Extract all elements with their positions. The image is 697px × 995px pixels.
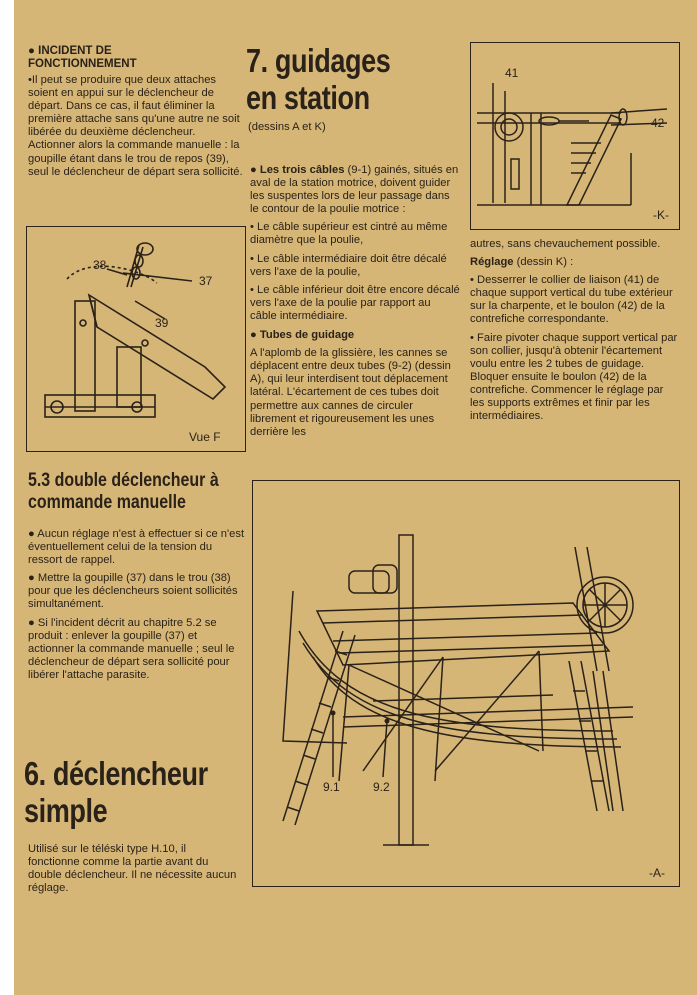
section-5-3-bullets	[28, 528, 246, 687]
section-6-line1: 6. déclencheur	[24, 755, 208, 792]
section-7-subtitle: (dessins A et K)	[248, 121, 326, 133]
cables-text: (9-1) gainés, situés en aval de la station motrice, doivent guider les suspentes lors de leur passage dans le contour de la poulie motrice :	[250, 164, 459, 216]
label-39: 39	[155, 316, 169, 330]
bullet-item: ● Si l'incident décrit au chapitre 5.2 se produit : enlever la goupille (37) et actionner la commande manuelle ; seul le déclencheur de départ sera sollicité pour libérer l'attache parasite.	[28, 616, 235, 681]
figure-f-caption: Vue F	[189, 430, 221, 444]
label-9-2: 9.2	[373, 780, 390, 794]
reglage-item: • Desserrer le collier de liaison (41) de chaque support vertical du tube extérieur sur la charpente, et le boulon (42) de la contrefiche correspondante.	[470, 274, 673, 326]
bullet-item: ● Aucun réglage n'est à effectuer si ce n'est éventuellement celui de la tension du ressort de rappel.	[28, 528, 245, 567]
section-6-title	[24, 755, 254, 829]
section-5-3-line2: commande manuelle	[28, 492, 186, 513]
figure-a	[252, 480, 680, 887]
cables-paragraph: ● Les trois câbles (9-1) gainés, situés en aval de la station motrice, doivent guider les suspentes lors de leur passage dans le contour de la poulie motrice : • Le câble supérieur est cintré au même diamètre que la poulie, • Le câble intermédiaire doit être décalé vers l'axe de la poulie, • Le câble inférieur doit être encore décalé vers l'axe de la poulie par rapport au câble intermédiaire. ● Tubes de guidage A l'aplomb de la glissière, les cannes se déplacent entre deux tubes (9-2) (dessin A), qui leur interdisent tout déplacement latéral. L'écartement de ces tubes doit permettre aux cannes de circuler librement et rigoureusement les unes derrière les	[250, 164, 460, 438]
section-7-line2: en station	[246, 79, 370, 116]
continuation-text: autres, sans chevauchement possible.	[470, 238, 661, 250]
section-5-3-title	[28, 470, 246, 514]
label-42: 42	[651, 116, 665, 130]
bullet-item: ● Mettre la goupille (37) dans le trou (38) pour que les déclencheurs soient sollicités simultanément.	[28, 572, 238, 611]
section-6-line2: simple	[24, 792, 108, 829]
manual-page	[14, 0, 697, 995]
reglage-subtitle: (dessin K) :	[513, 256, 574, 269]
cables-bold: Les trois câbles	[259, 164, 345, 176]
incident-heading: ● INCIDENT DE FONCTIONNEMENT	[28, 45, 243, 71]
cable-item: • Le câble intermédiaire doit être décalé vers l'axe de la poulie,	[250, 252, 447, 278]
figure-a-drawing	[253, 481, 679, 886]
figure-k-caption: -K-	[653, 208, 669, 222]
cable-item: • Le câble inférieur doit être encore décalé vers l'axe de la poulie par rapport au câble intermédiaire.	[250, 283, 460, 322]
cable-item: • Le câble supérieur est cintré au même diamètre que la poulie,	[250, 221, 448, 247]
figure-k	[470, 42, 680, 230]
label-38: 38	[93, 258, 107, 272]
tubes-text: A l'aplomb de la glissière, les cannes se déplacent entre deux tubes (9-2) (dessin A), qui leur interdisent tout déplacement latéral. L'écartement de ces tubes doit permettre aux cannes de circuler librement et rigoureusement les unes derrière les	[250, 347, 451, 438]
figure-a-caption: -A-	[649, 866, 665, 880]
tubes-title: Tubes de guidage	[259, 329, 355, 342]
reglage-title: Réglage	[470, 256, 514, 269]
incident-text: Il peut se produire que deux attaches soient en appui sur le déclencheur de départ. Dans ce cas, il faut éliminer la première attache sans qu'une autre ne soit libérée du deuxième déclencheur. Actionner alors la commande manuelle : la goupille étant dans le trou de repos (39), seul le déclencheur de départ sera sollicité.	[28, 74, 243, 178]
incident-title-line1: INCIDENT DE	[38, 45, 112, 57]
section-7-line1: 7. guidages	[246, 42, 391, 79]
figure-k-drawing	[471, 43, 679, 229]
incident-paragraph: •Il peut se produire que deux attaches soient en appui sur le déclencheur de départ. Dans ce cas, il faut éliminer la première attache sans qu'une autre ne soit libérée du deuxième déclencheur. Actionner alors la commande manuelle : la goupille étant dans le trou de repos (39), seul le déclencheur de départ sera sollicité.	[28, 74, 243, 178]
label-37: 37	[199, 274, 213, 288]
figure-f	[26, 226, 246, 452]
incident-title-line2: FONCTIONNEMENT	[28, 58, 137, 70]
figure-f-drawing	[27, 227, 245, 451]
section-6-text: Utilisé sur le téléski type H.10, il fonctionne comme la partie avant du double déclencheur. Il ne nécessite aucun réglage.	[28, 843, 237, 895]
section-7-title	[246, 42, 443, 116]
reglage-item: • Faire pivoter chaque support vertical par son collier, jusqu'à obtenir l'écartement voulu entre les 2 tubes de guidage. Bloquer ensuite le boulon (42) de la contrefiche. Commencer le réglage par les supports extrêmes et finir par les intermédiaires.	[470, 331, 678, 423]
label-9-1: 9.1	[323, 780, 340, 794]
section-5-3-line1: 5.3 double déclencheur à	[28, 470, 219, 491]
label-41: 41	[505, 66, 519, 80]
reglage-section	[470, 238, 678, 428]
